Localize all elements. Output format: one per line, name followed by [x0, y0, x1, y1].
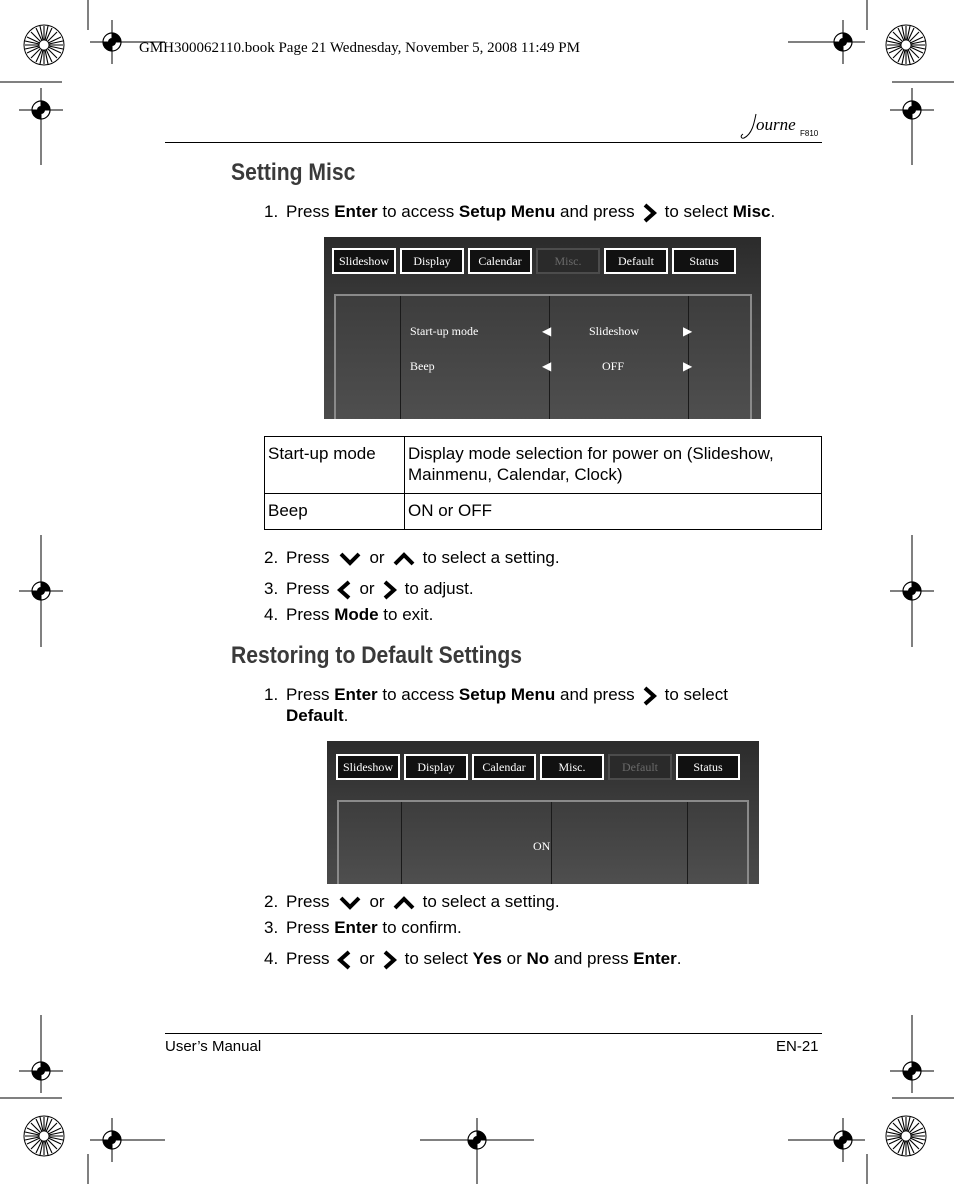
tab-calendar[interactable]: Calendar	[472, 754, 536, 780]
misc-settings-screen	[324, 237, 761, 419]
chevron-up-icon	[393, 552, 415, 566]
registration-mark-icon	[890, 569, 934, 613]
setting-value-beep[interactable]: OFF	[602, 359, 625, 373]
step-text: Press	[286, 202, 335, 221]
tab-slideshow[interactable]: Slideshow	[336, 754, 400, 780]
starburst-target-icon	[886, 1116, 926, 1156]
menu-tabs	[332, 248, 736, 274]
divider	[551, 802, 552, 884]
divider	[549, 296, 550, 419]
chevron-left-icon	[337, 950, 351, 970]
step-text: to confirm.	[377, 918, 462, 937]
step-number: 2.	[264, 892, 279, 911]
key-enter: Enter	[633, 949, 677, 968]
step-number: 3.	[264, 918, 279, 937]
registration-mark-icon	[890, 88, 934, 132]
step-text: Press	[286, 579, 330, 598]
step-2-default	[264, 891, 560, 912]
starburst-target-icon	[24, 1116, 64, 1156]
step-number: 4.	[264, 605, 279, 624]
step-text: Press	[286, 949, 330, 968]
table-desc: Display mode selection for power on (Slideshow, Mainmenu, Calendar, Clock)	[405, 437, 822, 494]
print-info: GMH300062110.book Page 21 Wednesday, November 5, 2008 11:49 PM	[139, 40, 580, 56]
chevron-right-icon	[643, 686, 657, 706]
step-text: Press	[286, 685, 335, 704]
step-1-misc	[264, 201, 775, 223]
table-key: Beep	[265, 494, 405, 530]
divider	[400, 296, 401, 419]
key-enter: Enter	[334, 685, 378, 704]
table-row	[265, 437, 822, 494]
chevron-up-icon	[393, 896, 415, 910]
step-text: to select a setting.	[422, 892, 560, 911]
chevron-right-icon	[643, 203, 657, 223]
step-3-default	[264, 917, 462, 938]
step-number: 3.	[264, 579, 279, 598]
arrow-right-icon[interactable]: ▶	[683, 359, 693, 373]
key-enter: Enter	[334, 202, 378, 221]
registration-mark-icon	[19, 569, 63, 613]
settings-panel	[334, 294, 752, 419]
step-text: to access	[377, 202, 459, 221]
step-text: Press	[286, 892, 330, 911]
starburst-target-icon	[24, 25, 64, 65]
chevron-right-icon	[383, 950, 397, 970]
step-text: to select	[664, 685, 728, 704]
step-text: to adjust.	[404, 579, 474, 598]
table-desc: ON or OFF	[405, 494, 822, 530]
footer-manual-label: User’s Manual	[165, 1038, 262, 1055]
step-2-misc	[264, 547, 560, 568]
default-value[interactable]: ON	[533, 839, 551, 853]
table-row	[265, 494, 822, 530]
tab-calendar[interactable]: Calendar	[468, 248, 532, 274]
step-text: and press	[549, 949, 634, 968]
registration-mark-icon	[19, 1049, 63, 1093]
chevron-left-icon	[337, 580, 351, 600]
step-1-default	[264, 684, 728, 706]
step-text: and press	[555, 202, 635, 221]
registration-mark-icon	[90, 1118, 134, 1162]
key-enter: Enter	[334, 918, 378, 937]
step-text: to access	[377, 685, 459, 704]
starburst-target-icon	[886, 25, 926, 65]
misc-label: Misc	[732, 202, 771, 221]
default-label: Default	[286, 706, 344, 725]
page-number: EN-21	[776, 1038, 819, 1055]
step-text: to select a setting.	[422, 548, 560, 567]
arrow-left-icon[interactable]: ◀	[542, 359, 552, 373]
setting-value-startup-mode[interactable]: Slideshow	[589, 324, 640, 338]
step-text: or	[359, 579, 375, 598]
step-text: and press	[555, 685, 635, 704]
step-text: or	[501, 949, 527, 968]
svg-text:ourne: ourne	[756, 115, 796, 134]
tab-display[interactable]: Display	[400, 248, 464, 274]
step-number: 1.	[264, 685, 279, 704]
brand-logo	[740, 106, 814, 147]
step-text: or	[359, 949, 375, 968]
tab-status[interactable]: Status	[672, 248, 736, 274]
step-text: .	[343, 706, 349, 725]
settings-description-table	[264, 436, 822, 530]
default-settings-screen	[327, 741, 759, 884]
registration-mark-icon	[821, 1118, 865, 1162]
divider	[687, 802, 688, 884]
section-title-restoring-default: Restoring to Default Settings	[231, 642, 523, 669]
tab-misc[interactable]: Misc.	[536, 248, 600, 274]
setting-label-startup-mode: Start-up mode	[410, 324, 479, 338]
setup-menu-label: Setup Menu	[458, 202, 556, 221]
step-text: to select	[404, 949, 473, 968]
registration-mark-icon	[890, 1049, 934, 1093]
step-4-default	[264, 948, 682, 970]
step-text: or	[369, 892, 385, 911]
chevron-right-icon	[383, 580, 397, 600]
tab-default[interactable]: Default	[608, 754, 672, 780]
header-rule	[165, 142, 822, 143]
step-text: .	[770, 202, 776, 221]
divider	[688, 296, 689, 419]
model-number: F810	[800, 129, 819, 138]
registration-mark-icon	[821, 20, 865, 64]
step-number: 1.	[264, 202, 279, 221]
section-title-setting-misc: Setting Misc	[231, 159, 356, 186]
chevron-down-icon	[339, 552, 361, 566]
step-text: Press	[286, 605, 335, 624]
arrow-left-icon[interactable]: ◀	[542, 324, 552, 338]
step-1-default-cont	[286, 705, 348, 726]
step-text: Press	[286, 918, 335, 937]
registration-mark-icon	[90, 20, 134, 64]
step-number: 4.	[264, 949, 279, 968]
step-4-misc	[264, 604, 433, 625]
step-3-misc	[264, 578, 474, 600]
setup-menu-label: Setup Menu	[458, 685, 556, 704]
yes-label: Yes	[472, 949, 502, 968]
registration-mark-icon	[19, 88, 63, 132]
step-text: .	[676, 949, 682, 968]
step-text: to exit.	[378, 605, 434, 624]
step-text: to select	[664, 202, 733, 221]
tab-misc[interactable]: Misc.	[540, 754, 604, 780]
tab-default[interactable]: Default	[604, 248, 668, 274]
tab-display[interactable]: Display	[404, 754, 468, 780]
no-label: No	[526, 949, 550, 968]
table-key: Start-up mode	[265, 437, 405, 494]
arrow-right-icon[interactable]: ▶	[683, 324, 693, 338]
registration-mark-icon	[455, 1118, 499, 1162]
tab-status[interactable]: Status	[676, 754, 740, 780]
step-text: or	[369, 548, 385, 567]
setting-label-beep: Beep	[410, 359, 435, 373]
chevron-down-icon	[339, 896, 361, 910]
footer-rule	[165, 1033, 822, 1034]
tab-slideshow[interactable]: Slideshow	[332, 248, 396, 274]
menu-tabs	[336, 754, 740, 780]
step-number: 2.	[264, 548, 279, 567]
divider	[401, 802, 402, 884]
key-mode: Mode	[334, 605, 379, 624]
step-text: Press	[286, 548, 330, 567]
